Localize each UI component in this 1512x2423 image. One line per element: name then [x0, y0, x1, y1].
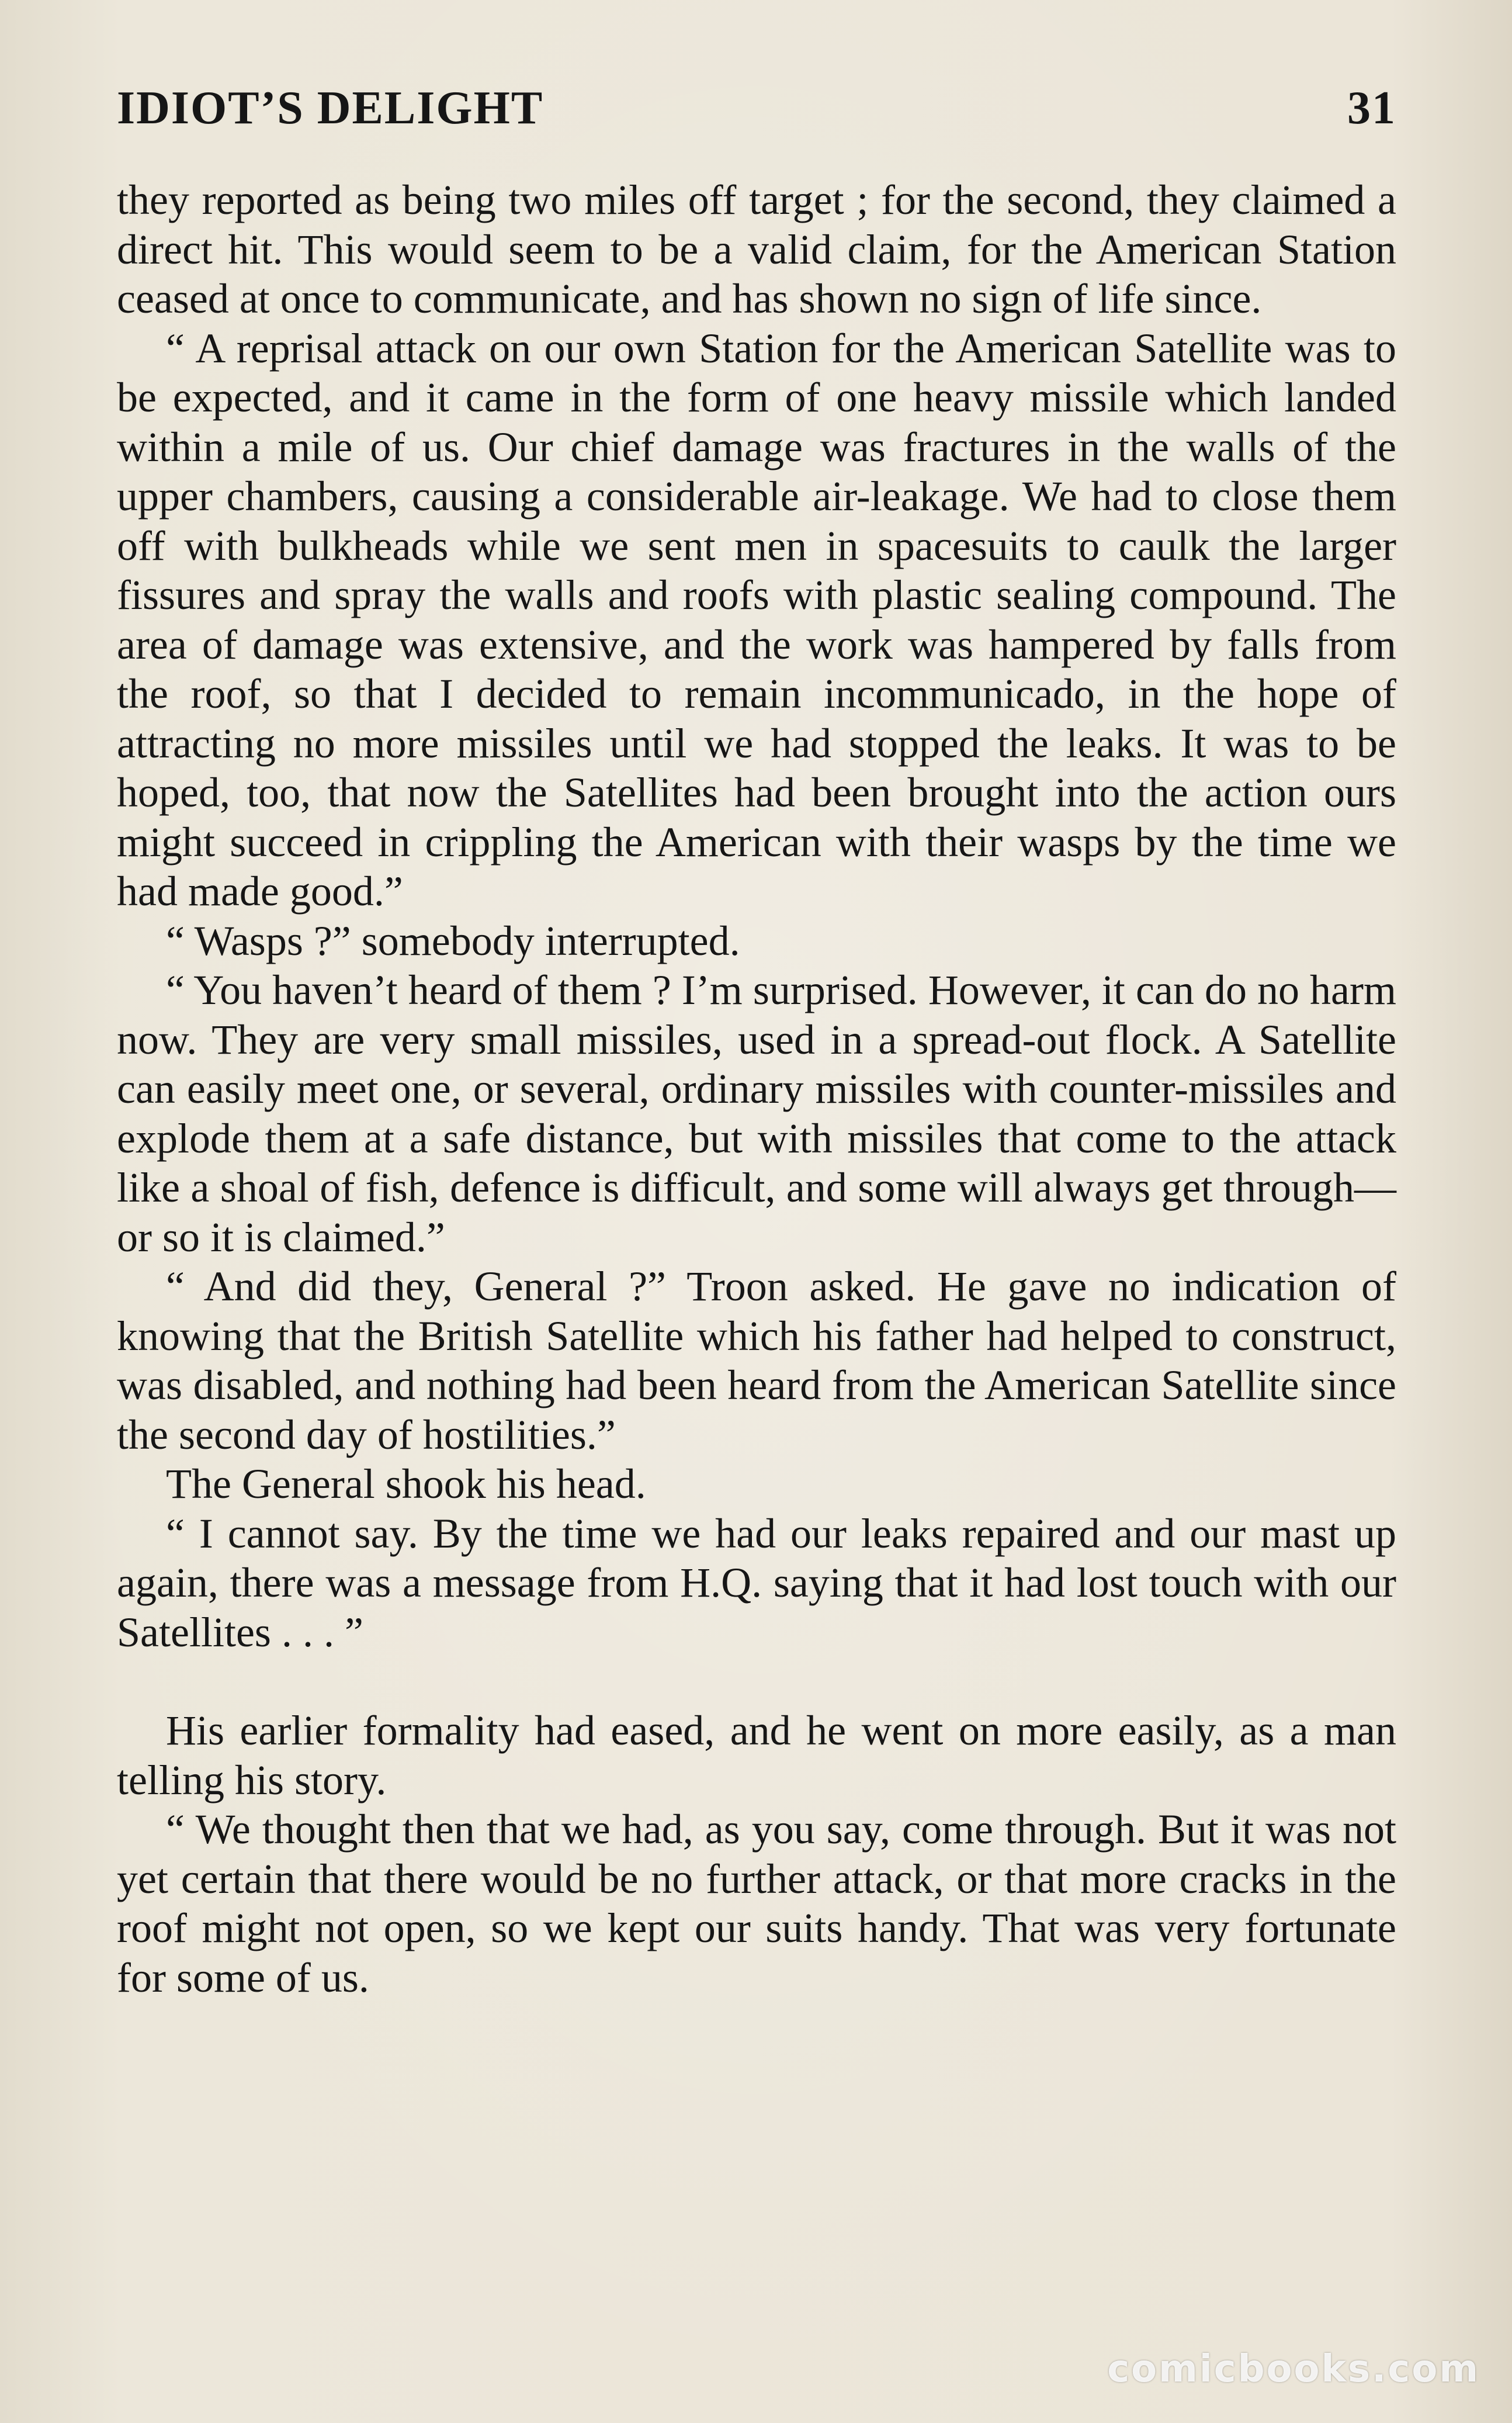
paragraph-1: they reported as being two miles off target ; for the second, they claimed a direct hit. This would seem to be a valid claim, for the American Station ceased at once to communicate, and has shown no sign of life since.: [117, 176, 1396, 322]
paragraph-2: “ A reprisal attack on our own Station for the American Satellite was to be expected, and it came in the form of one heavy missile which landed within a mile of us. Our chief damage was fractures in the walls of the upper chambers, causing a considerable air-leakage. We had to close them off with bulkheads while we sent men in spacesuits to caulk the larger fissures and spray the walls and roofs with plastic sealing compound. The area of damage was extensive, and the work was hampered by falls from the roof, so that I decided to remain incommunicado, in the hope of attracting no more missiles until we had stopped the leaks. It was to be hoped, too, that now the Satellites had been brought into the action ours might succeed in crippling the American with their wasps by the time we had made good.”: [117, 324, 1396, 915]
site-watermark: comicbooks.com: [1107, 2348, 1480, 2391]
paragraph-3: “ Wasps ?” somebody interrupted.: [166, 917, 740, 964]
body-text: [117, 175, 1396, 2002]
paragraph-8: His earlier formality had eased, and he went on more easily, as a man telling his story.: [117, 1707, 1396, 1804]
paragraph-9: “ We thought then that we had, as you say, come through. But it was not yet certain that there would be no further attack, or that more cracks in the roof might not open, so we kept our suits handy. That was very fortunate for some of us.: [117, 1806, 1396, 2001]
page-number: 31: [1347, 82, 1396, 134]
paragraph-4: “ You haven’t heard of them ? I’m surprised. However, it can do no harm now. They are very small missiles, used in a spread-out flock. A Satellite can easily meet one, or several, ordinary missiles with counter-missiles and explode them at a safe distance, but with missiles that come to the attack like a shoal of fish, defence is difficult, and some will always get through—or so it is claimed.”: [117, 967, 1396, 1261]
paragraph-6: The General shook his head.: [166, 1460, 646, 1507]
running-head: [117, 82, 1396, 146]
paragraph-7: “ I cannot say. By the time we had our leaks repaired and our mast up again, there was a message from H.Q. saying that it had lost touch with our Satellites . . . ”: [117, 1510, 1396, 1656]
paragraph-5: “ And did they, General ?” Troon asked. He gave no indication of knowing that the British Satellite which his father had helped to construct, was disabled, and nothing had been heard from the American Satellite since the second day of hostilities.”: [117, 1263, 1396, 1458]
running-head-title: IDIOT’S DELIGHT: [117, 82, 544, 134]
